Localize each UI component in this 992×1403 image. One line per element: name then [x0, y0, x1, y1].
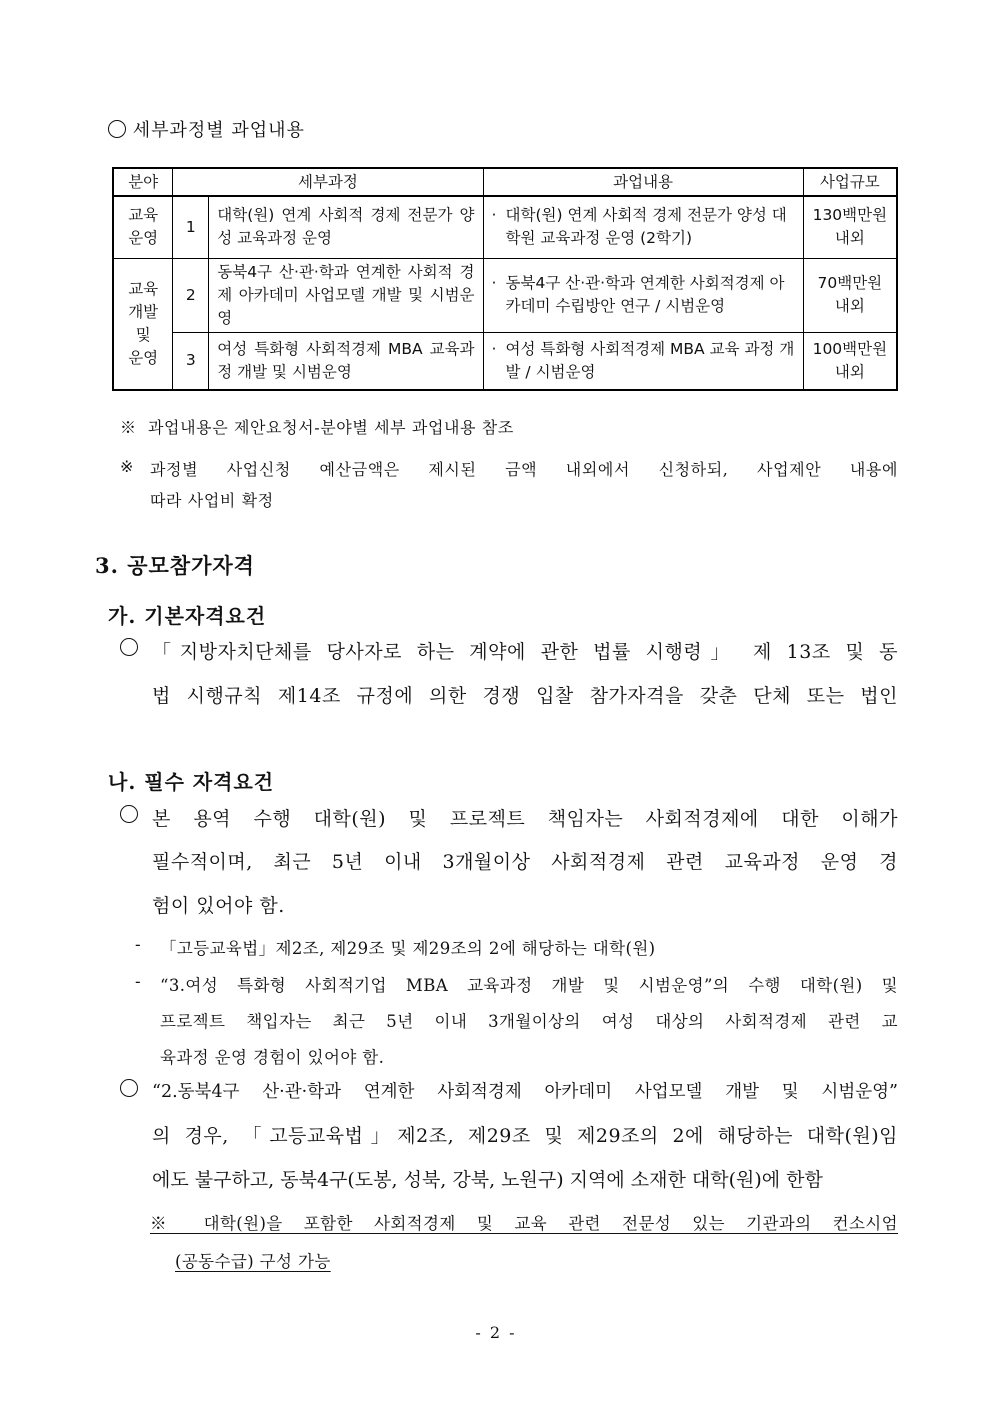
- row-number: 3: [173, 332, 209, 390]
- task-text: 동북4구 산·관·학과 연계한 사회적경제 아카데미 수립방안 연구 / 시범운영: [505, 274, 785, 315]
- dash-item-2-line1: - “3.여성 특화형 사회적기업 MBA 교육과정 개발 및 시범운영”의 수행 대학(원) 및: [135, 972, 898, 995]
- note-2-line1: 과정별 사업신청 예산금액은 제시된 금액 내외에서 신청하되, 사업제안 내용에: [150, 460, 898, 479]
- page-number: - 2 -: [475, 1323, 517, 1342]
- header-field: 분야: [113, 168, 173, 196]
- row-number: 2: [173, 258, 209, 332]
- course-cell: 대학(원) 연계 사회적 경제 전문가 양성 교육과정 운영: [209, 196, 483, 258]
- note-2-line2: 따라 사업비 확정: [150, 491, 274, 510]
- na-paragraph-2-line1: “2.동북4구 산·관·학과 연계한 사회적경제 아카데미 사업모델 개발 및 시범운영”: [120, 1078, 898, 1103]
- header-task: 과업내용: [483, 168, 803, 196]
- ga-paragraph-line1: 「지방자치단체를 당사자로 하는 계약에 관한 법률 시행령」 제 13조 및 동: [120, 637, 898, 664]
- budget-cell: 130백만원 내외: [803, 196, 897, 258]
- course-table: [112, 167, 898, 391]
- na-paragraph-1-line1: 본 용역 수행 대학(원) 및 프로젝트 책임자는 사회적경제에 대한 이해가: [120, 804, 898, 831]
- task-cell: · 대학(원) 연계 사회적 경제 전문가 양성 대학원 교육과정 운영 (2학기): [483, 196, 803, 258]
- budget-cell: 70백만원 내외: [803, 258, 897, 332]
- course-cell: 여성 특화형 사회적경제 MBA 교육과정 개발 및 시범운영: [209, 332, 483, 390]
- na-paragraph-2-line2: 의 경우, 「고등교육법」제2조, 제29조 및 제29조의 2에 해당하는 대학(원)임: [152, 1125, 898, 1147]
- consortium-note-line1: ※ 대학(원)을 포함한 사회적경제 및 교육 관련 전문성 있는 기관과의 컨소시엄: [150, 1214, 898, 1233]
- note-1: ※ 과업내용은 제안요청서-분야별 세부 과업내용 참조: [120, 418, 514, 437]
- section-title: 세부과정별 과업내용: [132, 120, 305, 141]
- header-course: 세부과정: [173, 168, 483, 196]
- na-paragraph-2-line3: 에도 불구하고, 동북4구(도봉, 성북, 강북, 노원구) 지역에 소재한 대학(원)에 한함: [152, 1169, 823, 1191]
- subsection-ga-title: 가. 기본자격요건: [108, 604, 267, 628]
- task-cell: · 여성 특화형 사회적경제 MBA 교육 과정 개발 / 시범운영: [483, 332, 803, 390]
- circle-bullet-icon: [120, 638, 138, 656]
- table-row: [113, 196, 897, 258]
- circle-bullet-icon: [120, 805, 138, 823]
- subsection-na-title: 나. 필수 자격요건: [108, 770, 275, 794]
- na-paragraph-1-line3: 험이 있어야 함.: [152, 895, 285, 917]
- table-header-row: [113, 168, 897, 196]
- na-paragraph-1-line2: 필수적이며, 최근 5년 이내 3개월이상 사회적경제 관련 교육과정 운영 경: [152, 851, 898, 873]
- dash-item-2-line3: 육과정 운영 경험이 있어야 함.: [160, 1048, 385, 1067]
- course-cell: 동북4구 산·관·학과 연계한 사회적 경제 아카데미 사업모델 개발 및 시범운영: [209, 258, 483, 332]
- section-3-title: 3. 공모참가자격: [95, 553, 255, 578]
- note-2: ※ 과정별 사업신청 예산금액은 제시된 금액 내외에서 신청하되, 사업제안 내용에: [120, 457, 898, 479]
- table-row: [113, 332, 897, 390]
- header-budget: 사업규모: [803, 168, 897, 196]
- consortium-note-line2: (공동수급) 구성 가능: [175, 1252, 331, 1271]
- row-number: 1: [173, 196, 209, 258]
- note-1-text: 과업내용은 제안요청서-분야별 세부 과업내용 참조: [147, 418, 514, 437]
- dash-item-1: - 「고등교육법」제2조, 제29조 및 제29조의 2에 해당하는 대학(원): [135, 935, 656, 958]
- ga-paragraph-line2: 법 시행규칙 제14조 규정에 의한 경쟁 입찰 참가자격을 갖춘 단체 또는 법인: [152, 685, 898, 707]
- task-text: 여성 특화형 사회적경제 MBA 교육 과정 개발 / 시범운영: [505, 339, 795, 381]
- task-text: 대학(원) 연계 사회적 경제 전문가 양성 대학원 교육과정 운영 (2학기): [505, 206, 787, 248]
- circle-bullet-icon: [120, 1079, 138, 1097]
- task-cell: · 동북4구 산·관·학과 연계한 사회적경제 아카데미 수립방안 연구 / 시범운영: [483, 258, 803, 332]
- circle-bullet-icon: [108, 120, 126, 138]
- dash-item-2-line2: 프로젝트 책입자는 최근 5년 이내 3개월이상의 여성 대상의 사회적경제 관련 교: [160, 1012, 898, 1031]
- field-cell: 교육 개발 및 운영: [113, 258, 173, 390]
- section-header: [108, 116, 305, 142]
- field-cell: 교육 운영: [113, 196, 173, 258]
- table-row: [113, 258, 897, 332]
- budget-cell: 100백만원 내외: [803, 332, 897, 390]
